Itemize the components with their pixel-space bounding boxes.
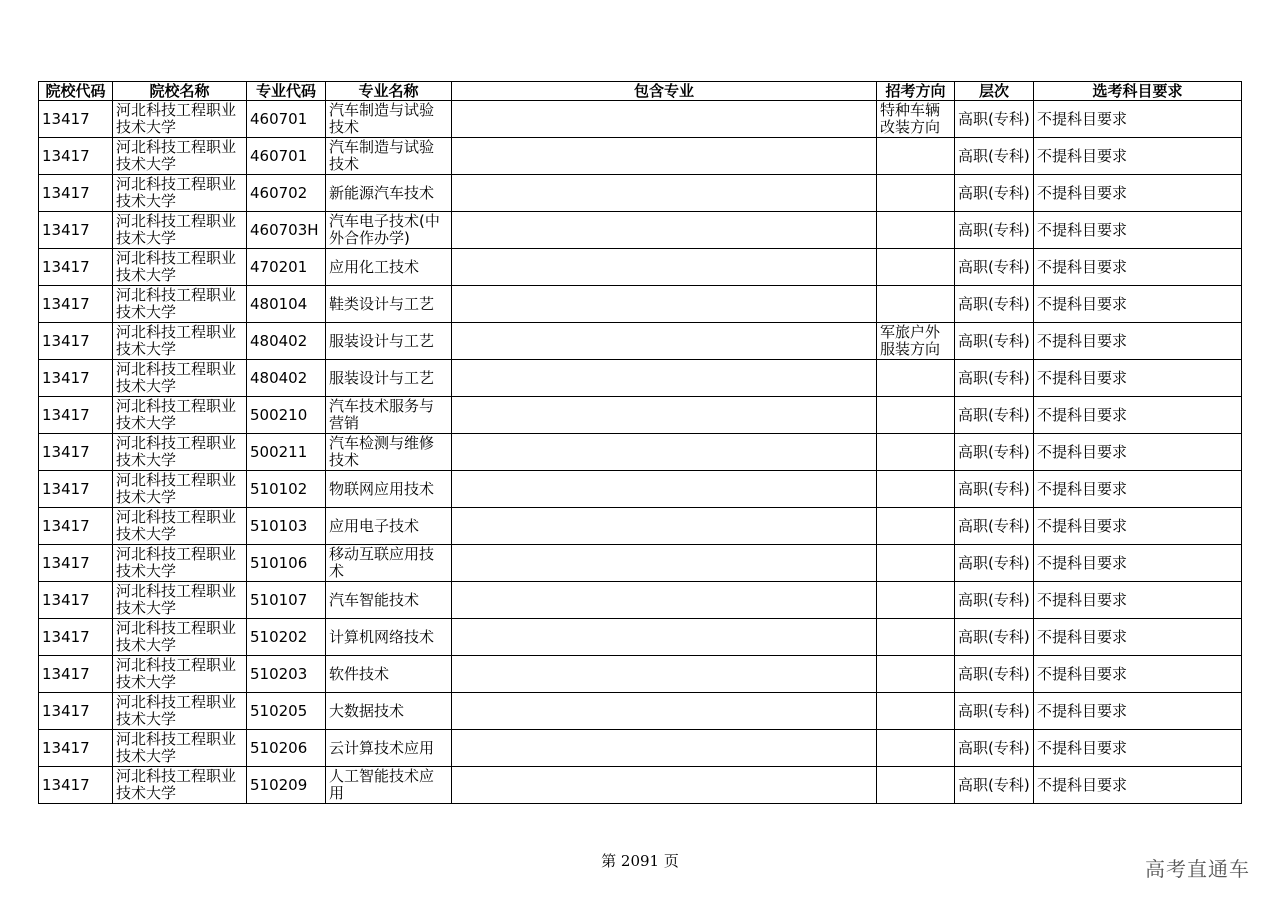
cell-subject-requirement: 不提科目要求 <box>1034 619 1242 656</box>
cell-subject-requirement: 不提科目要求 <box>1034 767 1242 804</box>
cell-major-code: 480402 <box>247 360 326 397</box>
cell-school-name: 河北科技工程职业技术大学 <box>113 360 247 397</box>
header-level: 层次 <box>955 82 1034 101</box>
cell-level: 高职(专科) <box>955 323 1034 360</box>
cell-included-majors <box>452 249 877 286</box>
table-row <box>39 471 1242 508</box>
table-row <box>39 582 1242 619</box>
header-school-name: 院校名称 <box>113 82 247 101</box>
cell-school-code: 13417 <box>39 397 113 434</box>
header-direction: 招考方向 <box>877 82 955 101</box>
cell-subject-requirement: 不提科目要求 <box>1034 249 1242 286</box>
cell-school-name: 河北科技工程职业技术大学 <box>113 619 247 656</box>
header-major-code: 专业代码 <box>247 82 326 101</box>
cell-level: 高职(专科) <box>955 360 1034 397</box>
cell-level: 高职(专科) <box>955 434 1034 471</box>
cell-direction <box>877 249 955 286</box>
cell-included-majors <box>452 434 877 471</box>
cell-school-name: 河北科技工程职业技术大学 <box>113 323 247 360</box>
cell-school-name: 河北科技工程职业技术大学 <box>113 138 247 175</box>
table-row <box>39 656 1242 693</box>
cell-subject-requirement: 不提科目要求 <box>1034 286 1242 323</box>
cell-direction <box>877 508 955 545</box>
cell-subject-requirement: 不提科目要求 <box>1034 508 1242 545</box>
cell-major-name: 物联网应用技术 <box>326 471 452 508</box>
cell-major-code: 500211 <box>247 434 326 471</box>
cell-subject-requirement: 不提科目要求 <box>1034 397 1242 434</box>
cell-major-code: 480402 <box>247 323 326 360</box>
cell-level: 高职(专科) <box>955 471 1034 508</box>
cell-major-code: 470201 <box>247 249 326 286</box>
header-major-name: 专业名称 <box>326 82 452 101</box>
cell-major-code: 510106 <box>247 545 326 582</box>
cell-included-majors <box>452 730 877 767</box>
cell-major-code: 510203 <box>247 656 326 693</box>
cell-included-majors <box>452 360 877 397</box>
cell-major-name: 软件技术 <box>326 656 452 693</box>
cell-included-majors <box>452 101 877 138</box>
cell-major-code: 460701 <box>247 101 326 138</box>
header-included-majors: 包含专业 <box>452 82 877 101</box>
admissions-table <box>38 81 1242 804</box>
cell-direction <box>877 471 955 508</box>
cell-direction: 特种车辆改装方向 <box>877 101 955 138</box>
cell-major-name: 移动互联应用技术 <box>326 545 452 582</box>
table-row <box>39 397 1242 434</box>
cell-major-name: 应用化工技术 <box>326 249 452 286</box>
cell-school-code: 13417 <box>39 175 113 212</box>
cell-school-name: 河北科技工程职业技术大学 <box>113 101 247 138</box>
cell-major-name: 汽车检测与维修技术 <box>326 434 452 471</box>
cell-direction: 军旅户外服装方向 <box>877 323 955 360</box>
cell-major-code: 460703H <box>247 212 326 249</box>
cell-direction <box>877 434 955 471</box>
cell-direction <box>877 397 955 434</box>
cell-subject-requirement: 不提科目要求 <box>1034 693 1242 730</box>
page-number: 第 2091 页 <box>601 852 679 870</box>
cell-major-code: 460702 <box>247 175 326 212</box>
cell-included-majors <box>452 767 877 804</box>
cell-included-majors <box>452 693 877 730</box>
table-row <box>39 175 1242 212</box>
cell-major-code: 510206 <box>247 730 326 767</box>
cell-level: 高职(专科) <box>955 767 1034 804</box>
cell-school-code: 13417 <box>39 286 113 323</box>
cell-school-code: 13417 <box>39 101 113 138</box>
cell-major-code: 510209 <box>247 767 326 804</box>
table-row <box>39 619 1242 656</box>
cell-subject-requirement: 不提科目要求 <box>1034 138 1242 175</box>
cell-subject-requirement: 不提科目要求 <box>1034 212 1242 249</box>
cell-school-name: 河北科技工程职业技术大学 <box>113 730 247 767</box>
cell-major-code: 460701 <box>247 138 326 175</box>
table-row <box>39 434 1242 471</box>
cell-school-name: 河北科技工程职业技术大学 <box>113 434 247 471</box>
table-row <box>39 286 1242 323</box>
table-header-row <box>39 82 1242 101</box>
cell-major-name: 应用电子技术 <box>326 508 452 545</box>
table-row <box>39 545 1242 582</box>
cell-major-name: 服装设计与工艺 <box>326 323 452 360</box>
cell-included-majors <box>452 175 877 212</box>
cell-subject-requirement: 不提科目要求 <box>1034 582 1242 619</box>
cell-level: 高职(专科) <box>955 286 1034 323</box>
cell-major-name: 人工智能技术应用 <box>326 767 452 804</box>
table-row <box>39 101 1242 138</box>
cell-school-code: 13417 <box>39 656 113 693</box>
header-school-code: 院校代码 <box>39 82 113 101</box>
table-row <box>39 693 1242 730</box>
cell-level: 高职(专科) <box>955 730 1034 767</box>
cell-included-majors <box>452 508 877 545</box>
cell-included-majors <box>452 397 877 434</box>
cell-included-majors <box>452 323 877 360</box>
cell-major-name: 汽车制造与试验技术 <box>326 138 452 175</box>
cell-school-name: 河北科技工程职业技术大学 <box>113 582 247 619</box>
cell-school-code: 13417 <box>39 582 113 619</box>
table-row <box>39 360 1242 397</box>
cell-school-code: 13417 <box>39 619 113 656</box>
cell-school-name: 河北科技工程职业技术大学 <box>113 175 247 212</box>
cell-major-code: 510103 <box>247 508 326 545</box>
cell-level: 高职(专科) <box>955 249 1034 286</box>
cell-level: 高职(专科) <box>955 175 1034 212</box>
cell-level: 高职(专科) <box>955 508 1034 545</box>
cell-school-code: 13417 <box>39 545 113 582</box>
cell-major-name: 汽车智能技术 <box>326 582 452 619</box>
cell-major-name: 大数据技术 <box>326 693 452 730</box>
cell-school-code: 13417 <box>39 323 113 360</box>
cell-school-name: 河北科技工程职业技术大学 <box>113 693 247 730</box>
cell-school-name: 河北科技工程职业技术大学 <box>113 249 247 286</box>
cell-direction <box>877 730 955 767</box>
cell-major-name: 鞋类设计与工艺 <box>326 286 452 323</box>
cell-major-code: 480104 <box>247 286 326 323</box>
table-row <box>39 249 1242 286</box>
cell-school-code: 13417 <box>39 249 113 286</box>
cell-included-majors <box>452 545 877 582</box>
cell-major-code: 510202 <box>247 619 326 656</box>
cell-major-name: 汽车技术服务与营销 <box>326 397 452 434</box>
cell-included-majors <box>452 582 877 619</box>
cell-direction <box>877 360 955 397</box>
cell-school-code: 13417 <box>39 471 113 508</box>
cell-level: 高职(专科) <box>955 545 1034 582</box>
cell-subject-requirement: 不提科目要求 <box>1034 471 1242 508</box>
cell-included-majors <box>452 619 877 656</box>
cell-school-code: 13417 <box>39 767 113 804</box>
cell-school-name: 河北科技工程职业技术大学 <box>113 397 247 434</box>
table-row <box>39 508 1242 545</box>
cell-direction <box>877 656 955 693</box>
cell-school-code: 13417 <box>39 434 113 471</box>
cell-school-code: 13417 <box>39 693 113 730</box>
cell-direction <box>877 175 955 212</box>
cell-major-code: 510102 <box>247 471 326 508</box>
cell-school-name: 河北科技工程职业技术大学 <box>113 212 247 249</box>
cell-school-name: 河北科技工程职业技术大学 <box>113 471 247 508</box>
cell-school-code: 13417 <box>39 212 113 249</box>
cell-included-majors <box>452 212 877 249</box>
cell-school-code: 13417 <box>39 138 113 175</box>
cell-school-name: 河北科技工程职业技术大学 <box>113 656 247 693</box>
cell-direction <box>877 767 955 804</box>
table-row <box>39 138 1242 175</box>
table-row <box>39 323 1242 360</box>
table-body <box>39 101 1242 804</box>
cell-major-name: 汽车电子技术(中外合作办学) <box>326 212 452 249</box>
cell-included-majors <box>452 138 877 175</box>
watermark-logo-text: 高考直通车 <box>1145 857 1250 881</box>
cell-school-name: 河北科技工程职业技术大学 <box>113 545 247 582</box>
cell-major-code: 510107 <box>247 582 326 619</box>
cell-subject-requirement: 不提科目要求 <box>1034 434 1242 471</box>
cell-direction <box>877 212 955 249</box>
cell-subject-requirement: 不提科目要求 <box>1034 323 1242 360</box>
cell-level: 高职(专科) <box>955 138 1034 175</box>
cell-direction <box>877 693 955 730</box>
cell-subject-requirement: 不提科目要求 <box>1034 545 1242 582</box>
cell-major-code: 510205 <box>247 693 326 730</box>
cell-direction <box>877 582 955 619</box>
cell-direction <box>877 138 955 175</box>
cell-subject-requirement: 不提科目要求 <box>1034 360 1242 397</box>
cell-major-code: 500210 <box>247 397 326 434</box>
cell-included-majors <box>452 286 877 323</box>
cell-level: 高职(专科) <box>955 101 1034 138</box>
cell-school-name: 河北科技工程职业技术大学 <box>113 508 247 545</box>
cell-school-code: 13417 <box>39 730 113 767</box>
cell-level: 高职(专科) <box>955 693 1034 730</box>
cell-subject-requirement: 不提科目要求 <box>1034 175 1242 212</box>
table-row <box>39 767 1242 804</box>
cell-school-code: 13417 <box>39 360 113 397</box>
cell-level: 高职(专科) <box>955 212 1034 249</box>
cell-major-name: 计算机网络技术 <box>326 619 452 656</box>
cell-school-name: 河北科技工程职业技术大学 <box>113 767 247 804</box>
header-subject-requirement: 选考科目要求 <box>1034 82 1242 101</box>
cell-school-code: 13417 <box>39 508 113 545</box>
cell-direction <box>877 619 955 656</box>
cell-major-name: 新能源汽车技术 <box>326 175 452 212</box>
cell-school-name: 河北科技工程职业技术大学 <box>113 286 247 323</box>
cell-subject-requirement: 不提科目要求 <box>1034 730 1242 767</box>
cell-direction <box>877 545 955 582</box>
cell-included-majors <box>452 471 877 508</box>
cell-level: 高职(专科) <box>955 582 1034 619</box>
cell-level: 高职(专科) <box>955 397 1034 434</box>
cell-subject-requirement: 不提科目要求 <box>1034 656 1242 693</box>
table-row <box>39 212 1242 249</box>
cell-subject-requirement: 不提科目要求 <box>1034 101 1242 138</box>
table-row <box>39 730 1242 767</box>
cell-direction <box>877 286 955 323</box>
cell-major-name: 服装设计与工艺 <box>326 360 452 397</box>
cell-major-name: 汽车制造与试验技术 <box>326 101 452 138</box>
cell-level: 高职(专科) <box>955 619 1034 656</box>
cell-included-majors <box>452 656 877 693</box>
cell-major-name: 云计算技术应用 <box>326 730 452 767</box>
cell-level: 高职(专科) <box>955 656 1034 693</box>
